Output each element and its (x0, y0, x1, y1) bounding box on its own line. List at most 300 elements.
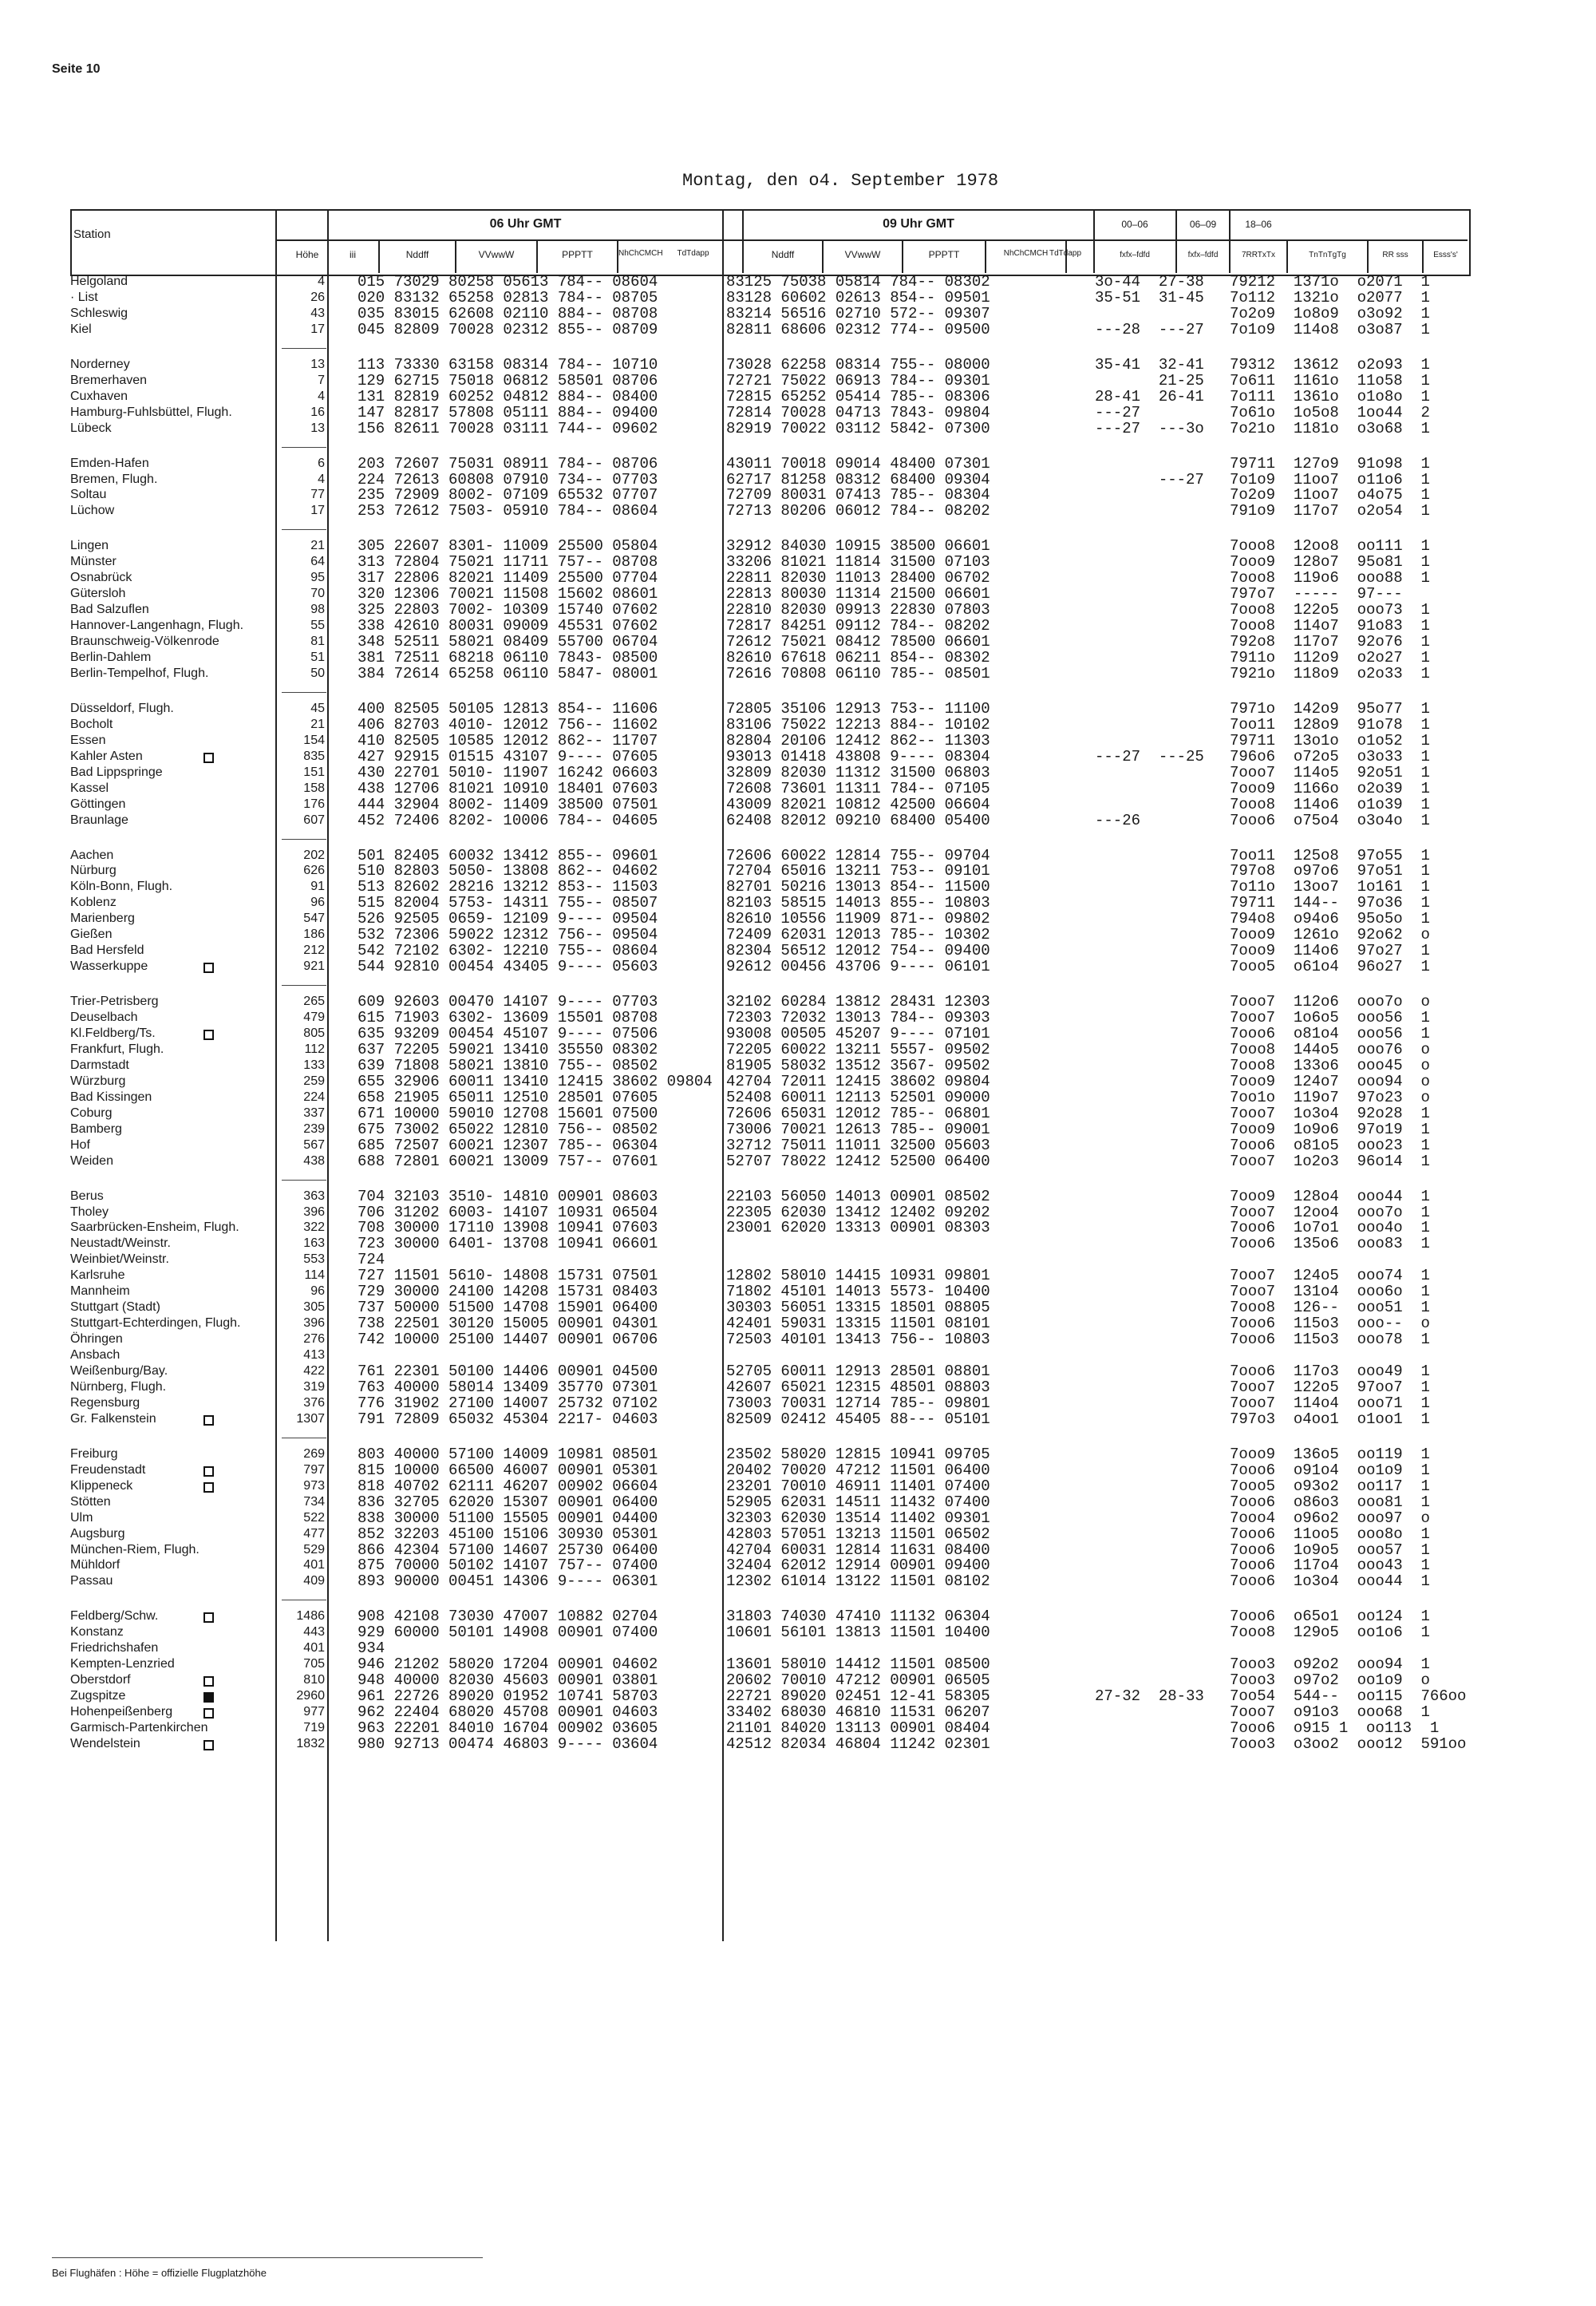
station-name: Düsseldorf, Flugh. (70, 701, 174, 715)
station-name: Karlsruhe (70, 1268, 125, 1283)
obs-09-gmt: 72713 80206 06012 784-- 08202 (726, 502, 990, 520)
temp-precip-values: 7ooo9 1166o o2o39 1 (1230, 779, 1430, 797)
station-hoehe: 921 (303, 959, 325, 974)
obs-06-gmt: 325 22803 7002- 10309 15740 07602 (358, 601, 658, 619)
obs-06-gmt: 526 92505 0659- 12109 9---- 09504 (358, 910, 658, 928)
wind-extremes: ---28 ---27 (1095, 320, 1204, 338)
station-name: Helgoland (70, 275, 128, 288)
station-hoehe: 70 (310, 587, 325, 601)
obs-09-gmt: 71802 45101 14013 5573- 10400 (726, 1283, 990, 1301)
station-hoehe: 13 (310, 421, 325, 435)
station-name: Mannheim (70, 1284, 130, 1299)
temp-precip-values: 7ooo6 o81o5 ooo23 1 (1230, 1136, 1430, 1154)
station-name: Bad Salzuflen (70, 603, 149, 617)
header-09-gmt: 09 Uhr GMT (883, 217, 954, 231)
station-name: Freiburg (70, 1446, 118, 1461)
obs-09-gmt: 72606 60022 12814 755-- 09704 (726, 846, 990, 864)
obs-06-gmt: 818 40702 62111 46207 00902 06604 (358, 1477, 658, 1495)
temp-precip-values: 7ooo8 126-- ooo51 1 (1230, 1299, 1430, 1317)
temp-precip-values: 7ooo6 115o3 ooo-- o (1230, 1315, 1430, 1333)
station-hoehe: 154 (303, 733, 325, 747)
temp-precip-values: 7ooo6 1o7o1 ooo4o 1 (1230, 1219, 1430, 1237)
obs-06-gmt: 655 32906 60011 13410 12415 38602 09804 (358, 1072, 713, 1090)
station-name: Kl.Feldberg/Ts. (70, 1026, 156, 1040)
obs-06-gmt: 761 22301 50100 14406 00901 04500 (358, 1363, 658, 1380)
square-icon (203, 1466, 214, 1477)
station-name: Saarbrücken-Ensheim, Flugh. (70, 1220, 239, 1235)
temp-precip-values: 7o112 1321o o2077 1 (1230, 288, 1430, 307)
station-name: Lübeck (70, 421, 112, 435)
obs-06-gmt: 113 73330 63158 08314 784-- 10710 (358, 355, 658, 374)
station-name: Ansbach (70, 1348, 120, 1363)
temp-precip-values: 7ooo9 136o5 oo119 1 (1230, 1445, 1430, 1463)
group-separator (282, 447, 326, 448)
obs-06-gmt: 708 30000 17110 13908 10941 07603 (358, 1219, 658, 1237)
station-name: Deuselbach (70, 1011, 138, 1025)
temp-precip-values: 7ooo3 o92o2 ooo94 1 (1230, 1655, 1430, 1674)
station-hoehe: 1486 (296, 1609, 325, 1624)
station-name: Cuxhaven (70, 389, 128, 403)
station-hoehe: 95 (310, 571, 325, 585)
obs-06-gmt: 706 31202 6003- 14107 10931 06504 (358, 1203, 658, 1221)
station-name: Braunlage (70, 813, 128, 827)
station-hoehe: 81 (310, 635, 325, 649)
block-divider (722, 209, 724, 1941)
obs-06-gmt: 045 82809 70028 02312 855-- 08709 (358, 320, 658, 338)
temp-precip-values: 7ooo6 o915 1 oo113 1 (1230, 1719, 1440, 1737)
station-hoehe: 305 (303, 1300, 325, 1315)
temp-precip-values: 7911o 112o9 o2o27 1 (1230, 649, 1430, 666)
station-hoehe: 186 (303, 928, 325, 942)
obs-06-gmt: 908 42108 73030 47007 10882 02704 (358, 1608, 658, 1626)
header-06-gmt: 06 Uhr GMT (489, 217, 562, 231)
station-name: Koblenz (70, 896, 117, 910)
wind-extremes: 28-41 26-41 (1095, 387, 1204, 405)
obs-09-gmt: 92612 00456 43706 9---- 06101 (726, 958, 990, 976)
temp-precip-values: 797o3 o4oo1 o1oo1 1 (1230, 1410, 1430, 1428)
station-name: Augsburg (70, 1526, 125, 1541)
station-hoehe: 91 (310, 880, 325, 894)
station-hoehe: 810 (303, 1673, 325, 1687)
obs-09-gmt: 82103 58515 14013 855-- 10803 (726, 894, 990, 912)
temp-precip-values: 7ooo9 1o9o6 97o19 1 (1230, 1120, 1430, 1138)
station-name: Wendelstein (70, 1736, 140, 1750)
obs-09-gmt: 82610 67618 06211 854-- 08302 (726, 649, 990, 666)
square-icon (203, 1415, 214, 1426)
station-name: Weißenburg/Bay. (70, 1364, 168, 1378)
obs-06-gmt: 515 82004 5753- 14311 755-- 08507 (358, 894, 658, 912)
obs-06-gmt: 015 73029 80258 05613 784-- 08604 (358, 273, 658, 291)
temp-precip-values: 7ooo6 11oo5 ooo8o 1 (1230, 1525, 1430, 1543)
station-name: Berlin-Dahlem (70, 651, 152, 664)
wind-extremes: ---27 ---3o (1095, 419, 1204, 437)
obs-06-gmt: 704 32103 3510- 14810 00901 08603 (358, 1187, 658, 1205)
temp-precip-values: 7ooo3 o3oo2 ooo12 591oo (1230, 1734, 1467, 1753)
station-name: Osnabrück (70, 571, 132, 585)
temp-precip-values: 7ooo6 o91o4 oo1o9 1 (1230, 1461, 1430, 1479)
obs-09-gmt: 52408 60011 12113 52501 09000 (726, 1088, 990, 1106)
header-ex1-sub: fxfx–fdfd (1120, 251, 1150, 259)
station-hoehe: 805 (303, 1026, 325, 1040)
station-name: Stötten (70, 1494, 111, 1509)
obs-09-gmt: 72704 65016 13211 753-- 09101 (726, 862, 990, 880)
temp-precip-values: 7ooo7 122o5 97oo7 1 (1230, 1378, 1430, 1396)
obs-06-gmt: 131 82819 60252 04812 884-- 08400 (358, 387, 658, 405)
obs-09-gmt: 32712 75011 11011 32500 05603 (726, 1136, 990, 1154)
temp-precip-values: 7ooo7 12oo4 ooo7o 1 (1230, 1203, 1430, 1221)
station-hoehe: 401 (303, 1558, 325, 1572)
obs-09-gmt: 82811 68606 02312 774-- 09500 (726, 320, 990, 338)
square-icon (203, 1482, 214, 1493)
temp-precip-values: 7o1o9 114o8 o3o87 1 (1230, 320, 1430, 338)
station-hoehe: 547 (303, 912, 325, 926)
obs-06-gmt: 444 32904 8002- 11409 38500 07501 (358, 795, 658, 813)
station-hoehe: 409 (303, 1574, 325, 1588)
obs-09-gmt: 20602 70010 47212 00901 06505 (726, 1671, 990, 1690)
station-hoehe: 114 (304, 1268, 325, 1283)
station-name: Göttingen (70, 797, 126, 811)
temp-precip-values: 7ooo7 114o5 92o51 1 (1230, 763, 1430, 781)
station-name: München-Riem, Flugh. (70, 1542, 200, 1556)
station-hoehe: 1832 (296, 1736, 325, 1750)
station-hoehe: 133 (303, 1058, 325, 1072)
wind-extremes: ---26 (1095, 811, 1141, 829)
obs-06-gmt: 542 72102 6302- 12210 755-- 08604 (358, 942, 658, 960)
obs-09-gmt: 73006 70021 12613 785-- 09001 (726, 1120, 990, 1138)
station-name: Emden-Hafen (70, 456, 149, 470)
station-hoehe: 1307 (296, 1411, 325, 1426)
station-hoehe: 26 (310, 290, 325, 304)
station-name: Lingen (70, 539, 109, 553)
station-name: Klippeneck (70, 1478, 133, 1493)
station-hoehe: 224 (303, 1090, 325, 1104)
temp-precip-values: 7ooo8 144o5 ooo76 o (1230, 1040, 1430, 1058)
temp-precip-values: 7ooo6 o81o4 ooo56 1 (1230, 1025, 1430, 1042)
square-icon (203, 963, 214, 973)
temp-precip-values: 7o611 1161o 11o58 1 (1230, 371, 1430, 390)
station-name: Norderney (70, 357, 130, 371)
obs-06-gmt: 317 22806 82021 11409 25500 07704 (358, 569, 658, 587)
temp-precip-values: 7ooo8 133o6 ooo45 o (1230, 1056, 1430, 1074)
station-hoehe: 50 (310, 666, 325, 680)
station-name: Neustadt/Weinstr. (70, 1236, 171, 1251)
obs-09-gmt: 83106 75022 12213 884-- 10102 (726, 715, 990, 734)
temp-precip-values: 791o9 117o7 o2o54 1 (1230, 502, 1430, 520)
station-hoehe: 835 (303, 749, 325, 763)
station-name: Wasserkuppe (70, 959, 148, 974)
station-hoehe: 705 (303, 1657, 325, 1671)
temp-precip-values: 7ooo6 o65o1 oo124 1 (1230, 1608, 1430, 1626)
obs-09-gmt: 33206 81021 11814 31500 07103 (726, 553, 990, 572)
obs-09-gmt: 42512 82034 46804 11242 02301 (726, 1734, 990, 1753)
station-name: Aachen (70, 848, 114, 862)
obs-06-gmt: 637 72205 59021 13410 35550 08302 (358, 1040, 658, 1058)
obs-09-gmt: 32809 82030 11312 31500 06803 (726, 763, 990, 781)
temp-precip-values: 7oo11 128o9 91o78 1 (1230, 715, 1430, 734)
group-separator (282, 692, 326, 693)
obs-09-gmt: 20402 70020 47212 11501 06400 (726, 1461, 990, 1479)
station-hoehe: 21 (310, 717, 325, 731)
group-separator (282, 529, 326, 530)
obs-09-gmt: 52705 60011 12913 28501 08801 (726, 1363, 990, 1380)
wind-extremes: ---27 (1095, 470, 1204, 488)
obs-09-gmt: 72709 80031 07413 785-- 08304 (726, 486, 990, 504)
obs-09-gmt: 82509 02412 45405 88--- 05101 (726, 1410, 990, 1428)
station-name: Gr. Falkenstein (70, 1411, 156, 1426)
station-hoehe: 265 (303, 995, 325, 1009)
obs-06-gmt: 338 42610 80031 09009 45531 07602 (358, 617, 658, 635)
station-hoehe: 337 (303, 1106, 325, 1120)
temp-precip-values: 7ooo8 122o5 ooo73 1 (1230, 601, 1430, 619)
square-icon (203, 1030, 214, 1040)
temp-precip-values: 796o6 o72o5 o3o33 1 (1230, 747, 1430, 765)
station-hoehe: 719 (303, 1721, 325, 1734)
obs-09-gmt: 43009 82021 10812 42500 06604 (726, 795, 990, 813)
station-name: Hamburg-Fuhlsbüttel, Flugh. (70, 405, 232, 419)
station-name: Mühldorf (70, 1558, 120, 1572)
obs-09-gmt: 72815 65252 05414 785-- 08306 (726, 387, 990, 405)
station-name: Kahler Asten (70, 749, 143, 763)
footer-note: Bei Flughäfen : Höhe = offizielle Flugplatzhöhe (52, 2267, 267, 2279)
header-r3: RR sss (1382, 251, 1408, 259)
obs-09-gmt: 72503 40101 13413 756-- 10803 (726, 1331, 990, 1349)
station-hoehe: 77 (310, 488, 325, 502)
station-hoehe: 176 (303, 797, 325, 811)
header-06-clouds: NhChCMCH (618, 249, 663, 258)
obs-06-gmt: 946 21202 58020 17204 00901 04602 (358, 1655, 658, 1674)
station-hoehe: 17 (310, 322, 325, 336)
temp-precip-values: 7ooo6 135o6 ooo83 1 (1230, 1235, 1430, 1253)
header-ex-00-06: 00–06 (1121, 219, 1148, 230)
station-name: Bremerhaven (70, 373, 148, 387)
station-hoehe: 259 (303, 1074, 325, 1088)
obs-09-gmt: 22721 89020 02451 12-41 58305 (726, 1687, 990, 1706)
station-hoehe: 98 (310, 603, 325, 617)
obs-09-gmt: 82610 10556 11909 871-- 09802 (726, 910, 990, 928)
station-name: Braunschweig-Völkenrode (70, 635, 219, 649)
obs-06-gmt: 737 50000 51500 14708 15901 06400 (358, 1299, 658, 1317)
temp-precip-values: 7ooo6 o75o4 o3o4o 1 (1230, 811, 1430, 829)
wind-extremes: 35-41 32-41 (1095, 355, 1204, 374)
obs-06-gmt: 452 72406 8202- 10006 784-- 04605 (358, 811, 658, 829)
header-iii: iii (350, 249, 356, 260)
obs-06-gmt: 438 12706 81021 10910 18401 07603 (358, 779, 658, 797)
temp-precip-values: 7ooo7 1o2o3 96o14 1 (1230, 1152, 1430, 1170)
obs-06-gmt: 320 12306 70021 11508 15602 08601 (358, 585, 658, 603)
obs-09-gmt: 72303 72032 13013 784-- 09303 (726, 1009, 990, 1027)
obs-09-gmt: 10601 56101 13813 11501 10400 (726, 1624, 990, 1642)
square-icon (203, 1676, 214, 1687)
obs-06-gmt: 020 83132 65258 02813 784-- 08705 (358, 288, 658, 307)
station-name: Hof (70, 1137, 90, 1152)
station-name: Kiel (70, 322, 92, 336)
header-06-dew: TdTdapp (677, 249, 709, 258)
station-hoehe: 438 (303, 1153, 325, 1168)
station-hoehe: 4 (318, 275, 325, 288)
station-name: Soltau (70, 488, 107, 502)
group-separator (282, 348, 326, 349)
station-hoehe: 276 (303, 1332, 325, 1347)
station-name: Darmstadt (70, 1058, 129, 1072)
obs-06-gmt: 513 82602 28216 13212 853-- 11503 (358, 878, 658, 896)
header-ex-06-09: 06–09 (1189, 219, 1217, 230)
station-hoehe: 202 (303, 848, 325, 862)
obs-06-gmt: 852 32203 45100 15106 30930 05301 (358, 1525, 658, 1543)
header-06-ppptt: PPPTT (562, 249, 593, 260)
obs-06-gmt: 235 72909 8002- 07109 65532 07707 (358, 486, 658, 504)
temp-precip-values: 7ooo6 115o3 ooo78 1 (1230, 1331, 1430, 1349)
obs-09-gmt: 42704 60031 12814 11631 08400 (726, 1541, 990, 1559)
obs-06-gmt: 963 22201 84010 16704 00902 03605 (358, 1719, 658, 1737)
obs-09-gmt: 22810 82030 09913 22830 07803 (726, 601, 990, 619)
station-name: Köln-Bonn, Flugh. (70, 880, 173, 894)
group-separator (282, 839, 326, 840)
station-hoehe: 376 (303, 1395, 325, 1410)
obs-06-gmt: 253 72612 7503- 05910 784-- 08604 (358, 502, 658, 520)
obs-09-gmt: 30303 56051 13315 18501 08805 (726, 1299, 990, 1317)
temp-precip-values: 7ooo7 114o4 ooo71 1 (1230, 1394, 1430, 1412)
station-name: Hohenpeißenberg (70, 1705, 173, 1719)
station-hoehe: 112 (304, 1042, 325, 1056)
temp-precip-values: 7o111 1361o o1o8o 1 (1230, 387, 1430, 405)
station-name: Bad Kissingen (70, 1090, 152, 1104)
station-name: Freudenstadt (70, 1462, 146, 1477)
obs-09-gmt: 82919 70022 03112 5842- 07300 (726, 419, 990, 437)
temp-precip-values: 797o7 ----- 97--- (1230, 585, 1403, 603)
obs-06-gmt: 430 22701 5010- 11907 16242 06603 (358, 763, 658, 781)
temp-precip-values: 797o8 o97o6 97o51 1 (1230, 862, 1430, 880)
header-station: Station (73, 227, 111, 241)
square-icon (203, 1708, 214, 1719)
station-hoehe: 2960 (296, 1689, 325, 1703)
station-hoehe: 319 (303, 1379, 325, 1394)
station-name: Coburg (70, 1106, 113, 1120)
station-name: Berlin-Tempelhof, Flugh. (70, 666, 209, 680)
obs-09-gmt: 23201 70010 46911 11401 07400 (726, 1477, 990, 1495)
station-name: Frankfurt, Flugh. (70, 1042, 164, 1056)
header-r4: Esss's' (1433, 251, 1458, 259)
obs-09-gmt: 22811 82030 11013 28400 06702 (726, 569, 990, 587)
temp-precip-values: 7ooo7 112o6 ooo7o o (1230, 993, 1430, 1011)
obs-09-gmt: 83128 60602 02613 854-- 09501 (726, 288, 990, 307)
temp-precip-values: 7ooo7 131o4 ooo6o 1 (1230, 1283, 1430, 1301)
station-hoehe: 96 (310, 896, 325, 910)
station-hoehe: 479 (303, 1011, 325, 1025)
wind-extremes: ---27 (1095, 403, 1141, 421)
obs-09-gmt: 32102 60284 13812 28431 12303 (726, 993, 990, 1011)
obs-09-gmt: 42607 65021 12315 48501 08803 (726, 1378, 990, 1396)
temp-precip-values: 7ooo7 o91o3 ooo68 1 (1230, 1703, 1430, 1722)
station-hoehe: 45 (310, 701, 325, 715)
obs-06-gmt: 313 72804 75021 11711 757-- 08708 (358, 553, 658, 572)
station-hoehe: 567 (303, 1137, 325, 1152)
obs-09-gmt: 83125 75038 05814 784-- 08302 (726, 273, 990, 291)
station-hoehe: 16 (310, 405, 325, 419)
station-name: Nürnberg, Flugh. (70, 1379, 167, 1394)
station-hoehe: 269 (303, 1446, 325, 1461)
obs-09-gmt: 13601 58010 14412 11501 08500 (726, 1655, 990, 1674)
station-name: Gütersloh (70, 587, 126, 601)
station-hoehe: 163 (303, 1236, 325, 1251)
obs-06-gmt: 427 92915 01515 43107 9---- 07605 (358, 747, 658, 765)
station-name: Bad Lippspringe (70, 765, 163, 779)
station-name: Gießen (70, 928, 113, 942)
obs-06-gmt: 803 40000 57100 14009 10981 08501 (358, 1445, 658, 1463)
temp-precip-values: 7o61o 1o5o8 1oo44 2 (1230, 403, 1430, 421)
station-hoehe: 64 (310, 555, 325, 569)
obs-06-gmt: 639 71808 58021 13810 755-- 08502 (358, 1056, 658, 1074)
square-icon (203, 1740, 214, 1750)
station-hoehe: 977 (303, 1705, 325, 1719)
obs-09-gmt: 43011 70018 09014 48400 07301 (726, 454, 990, 473)
obs-06-gmt: 962 22404 68020 45708 00901 04603 (358, 1703, 658, 1722)
temp-precip-values: 7921o 118o9 o2o33 1 (1230, 664, 1430, 682)
obs-09-gmt: 42704 72011 12415 38602 09804 (726, 1072, 990, 1090)
obs-06-gmt: 156 82611 70028 03111 744-- 09602 (358, 419, 658, 437)
station-name: Schleswig (70, 306, 128, 320)
station-hoehe: 422 (303, 1364, 325, 1378)
obs-09-gmt: 31803 74030 47410 11132 06304 (726, 1608, 990, 1626)
station-hoehe: 797 (303, 1462, 325, 1477)
obs-09-gmt: 72608 73601 11311 784-- 07105 (726, 779, 990, 797)
station-name: Ulm (70, 1510, 93, 1525)
page-number: Seite 10 (52, 62, 101, 76)
wind-extremes: 3o-44 27-38 (1095, 273, 1204, 291)
station-hoehe: 239 (303, 1121, 325, 1136)
obs-09-gmt: 22103 56050 14013 00901 08502 (726, 1187, 990, 1205)
station-name: Würzburg (70, 1074, 126, 1088)
obs-06-gmt: 776 31902 27100 14007 25732 07102 (358, 1394, 658, 1412)
obs-06-gmt: 129 62715 75018 06812 58501 08706 (358, 371, 658, 390)
obs-06-gmt: 685 72507 60021 12307 785-- 06304 (358, 1136, 658, 1154)
obs-09-gmt: 12302 61014 13122 11501 08102 (726, 1572, 990, 1591)
filled-square-icon (203, 1692, 214, 1703)
temp-precip-values: 7ooo8 12oo8 oo111 1 (1230, 537, 1430, 556)
station-hoehe: 396 (303, 1204, 325, 1219)
station-name: Kassel (70, 781, 109, 795)
obs-09-gmt: 73028 62258 08314 755-- 08000 (726, 355, 990, 374)
station-hoehe: 734 (303, 1494, 325, 1509)
station-hoehe: 212 (303, 943, 325, 958)
obs-09-gmt: 52707 78022 12412 52500 06400 (726, 1152, 990, 1170)
obs-06-gmt: 729 30000 24100 14208 15731 08403 (358, 1283, 658, 1301)
station-hoehe: 413 (303, 1348, 325, 1363)
temp-precip-values: 7971o 142o9 95o77 1 (1230, 699, 1430, 718)
obs-06-gmt: 384 72614 65258 06110 5847- 08001 (358, 664, 658, 682)
wind-extremes: ---27 ---25 (1095, 747, 1204, 765)
obs-09-gmt: 72814 70028 04713 7843- 09804 (726, 403, 990, 421)
station-name: Öhringen (70, 1332, 123, 1347)
station-hoehe: 43 (310, 306, 325, 320)
temp-precip-values: 7ooo9 128o4 ooo44 1 (1230, 1187, 1430, 1205)
obs-06-gmt: 400 82505 50105 12813 854-- 11606 (358, 699, 658, 718)
station-name: Stuttgart (Stadt) (70, 1300, 160, 1315)
square-icon (203, 753, 214, 763)
header-06-vvwww: VVwwW (478, 249, 515, 260)
obs-09-gmt: 72612 75021 08412 78500 06601 (726, 633, 990, 651)
temp-precip-values: 79711 144-- 97o36 1 (1230, 894, 1430, 912)
obs-06-gmt: 381 72511 68218 06110 7843- 08500 (358, 649, 658, 666)
temp-precip-values: 7ooo9 1261o 92o62 o (1230, 926, 1430, 944)
wind-extremes: 27-32 28-33 (1095, 1687, 1204, 1706)
station-hoehe: 96 (310, 1284, 325, 1299)
temp-precip-values: 7o11o 13oo7 1o161 1 (1230, 878, 1430, 896)
obs-06-gmt: 035 83015 62608 02110 884-- 08708 (358, 304, 658, 322)
obs-06-gmt: 763 40000 58014 13409 35770 07301 (358, 1378, 658, 1396)
square-icon (203, 1612, 214, 1623)
obs-09-gmt: 23001 62020 13313 00901 08303 (726, 1219, 990, 1237)
obs-09-gmt: 81905 58032 13512 3567- 09502 (726, 1056, 990, 1074)
